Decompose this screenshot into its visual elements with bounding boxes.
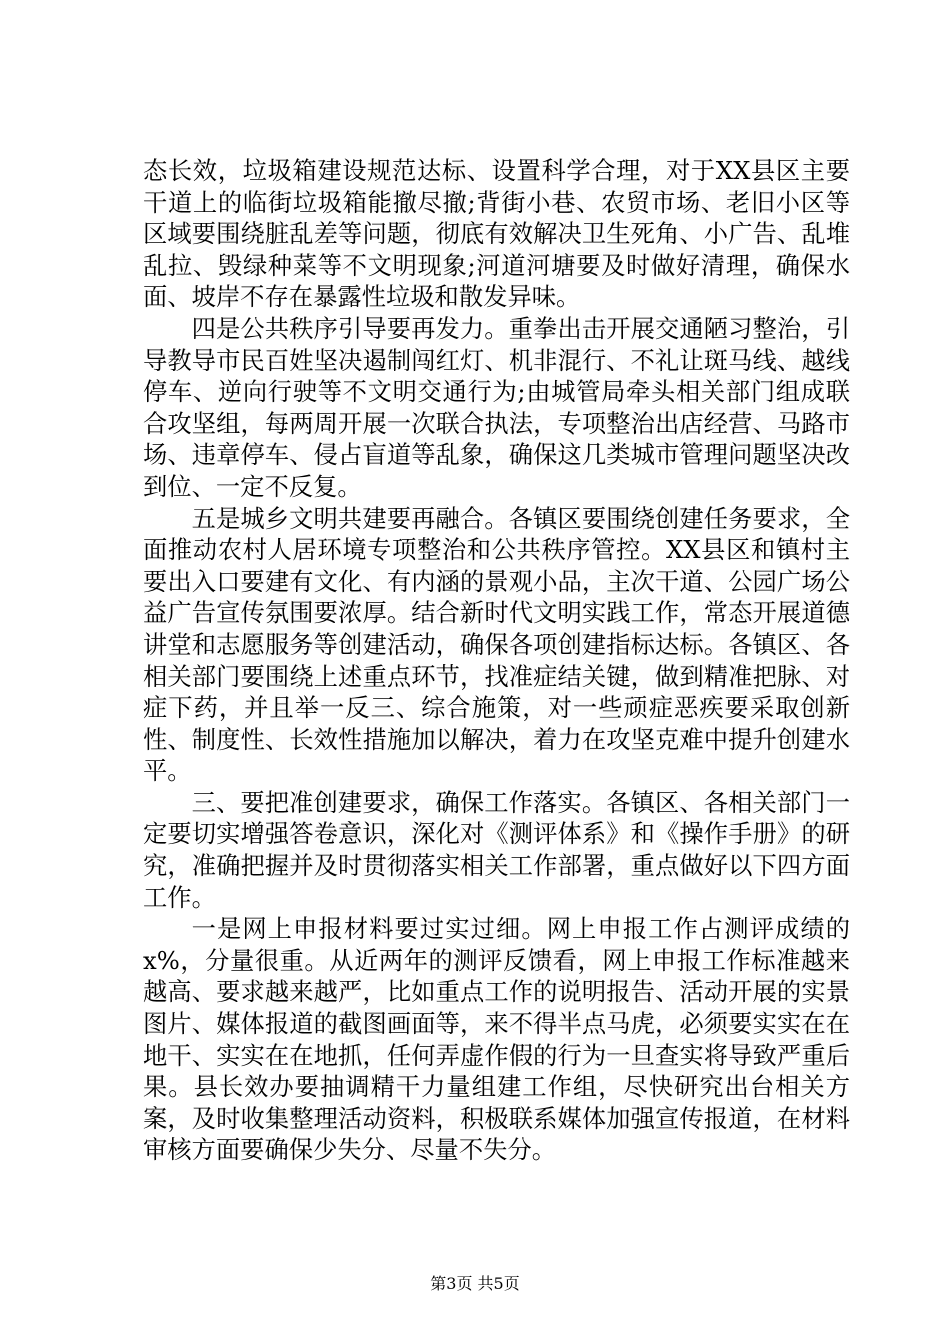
paragraph-urban-rural: 五是城乡文明共建要再融合。各镇区要围绕创建任务要求，全面推动农村人居环境专项整治和公共秩序管控。XX县区和镇村主要出入口要建有文化、有内涵的景观小品，主次干道、公园广场公益广告宣传氛围要浓厚。结合新时代文明实践工作，常态开展道德讲堂和志愿服务等创建活动，确保各项创建指标达标。各镇区、各相关部门要围绕上述重点环节，找准症结关键，做到精准把脉、对症下药，并且举一反三、综合施策，对一些顽症恶疾要采取创新性、制度性、长效性措施加以解决，着力在攻坚克难中提升创建水平。	[143, 503, 850, 786]
paragraph-section-three: 三、要把准创建要求，确保工作落实。各镇区、各相关部门一定要切实增强答卷意识，深化对《测评体系》和《操作手册》的研究，准确把握并及时贯彻落实相关工作部署，重点做好以下四方面工作。	[143, 787, 850, 912]
paragraph-online-declaration: 一是网上申报材料要过实过细。网上申报工作占测评成绩的x%，分量很重。从近两年的测评反馈看，网上申报工作标准越来越高、要求越来越严，比如重点工作的说明报告、活动开展的实景图片、媒体报道的截图画面等，来不得半点马虎，必须要实实在在地干、实实在在地抓，任何弄虚作假的行为一旦查实将导致严重后果。县长效办要抽调精干力量组建工作组，尽快研究出台相关方案，及时收集整理活动资料，积极联系媒体加强宣传报道，在材料审核方面要确保少失分、尽量不失分。	[143, 914, 850, 1165]
page-number: 第3页 共5页	[430, 1274, 520, 1293]
document-body	[143, 155, 850, 1166]
paragraph-public-order: 四是公共秩序引导要再发力。重拳出击开展交通陋习整治，引导教导市民百姓坚决遏制闯红灯、机非混行、不礼让斑马线、越线停车、逆向行驶等不文明交通行为;由城管局牵头相关部门组成联合攻坚组，每两周开展一次联合执法，专项整治出店经营、马路市场、违章停车、侵占盲道等乱象，确保这几类城市管理问题坚决改到位、一定不反复。	[143, 313, 850, 501]
page-footer	[0, 1274, 950, 1294]
paragraph-continuation: 态长效，垃圾箱建设规范达标、设置科学合理，对于XX县区主要干道上的临街垃圾箱能撤尽撤;背街小巷、农贸市场、老旧小区等区域要围绕脏乱差等问题，彻底有效解决卫生死角、小广告、乱堆乱拉、毁绿种菜等不文明现象;河道河塘要及时做好清理，确保水面、坡岸不存在暴露性垃圾和散发异味。	[143, 156, 850, 312]
